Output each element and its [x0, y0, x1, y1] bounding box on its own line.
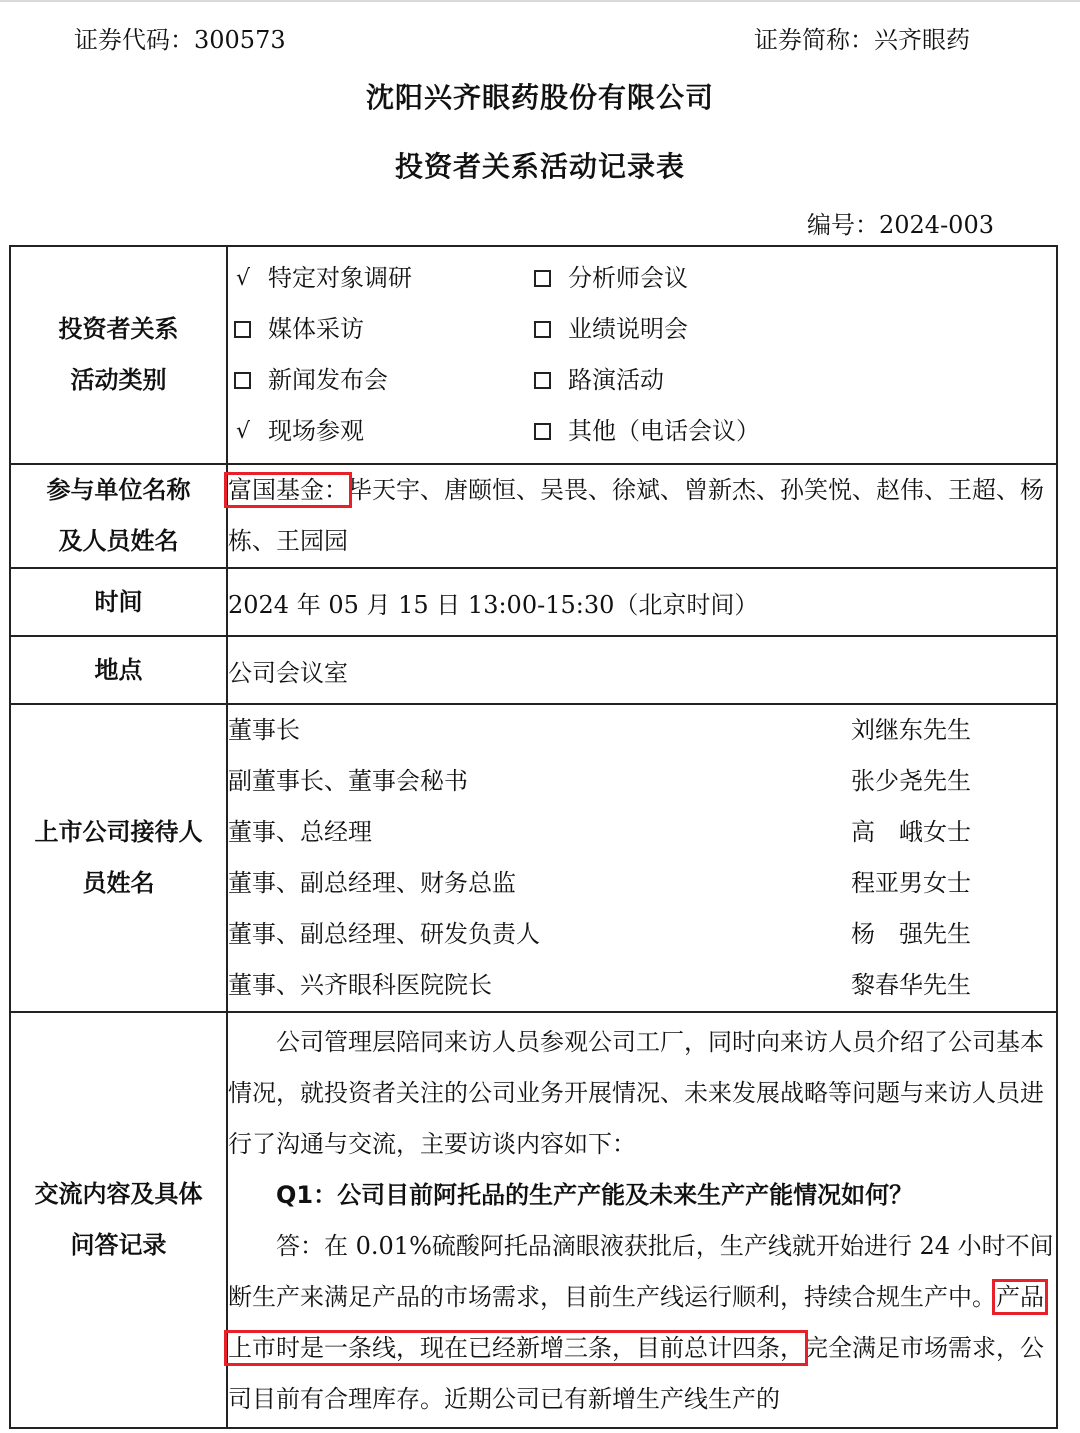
table-row-time: [10, 568, 1057, 636]
list-item: [228, 960, 1056, 1011]
option-media-interview: 媒体采访: [232, 304, 532, 355]
list-item: [228, 909, 1056, 960]
security-code: 证券代码：300573: [74, 26, 286, 54]
content-value: [227, 1012, 1057, 1428]
staff-name: 高 峨女士: [851, 818, 971, 846]
option-specific-research: √ 特定对象调研: [232, 253, 532, 304]
list-item: [228, 807, 1056, 858]
activity-record-table: [9, 245, 1058, 1429]
document-number: 编号：2024-003: [807, 211, 994, 239]
staff-name: 刘继东先生: [851, 716, 971, 744]
intro-paragraph: 公司管理层陪同来访人员参观公司工厂，同时向来访人员介绍了公司基本情况，就投资者关注的公司业务开展情况、未来发展战略等问题与来访人员进行了沟通与交流，主要访谈内容如下：: [228, 1028, 1044, 1158]
table-row-content: [10, 1012, 1057, 1428]
list-item: [228, 858, 1056, 909]
check-mark-icon: √: [235, 419, 251, 444]
table-row-activity-type: [10, 246, 1057, 464]
security-abbreviation: 证券简称：兴齐眼药: [754, 26, 970, 54]
participant-names: 毕天宇、唐颐恒、吴畏、徐斌、曾新杰、孙笑悦、赵伟、王超、杨栋、王园园: [228, 476, 1044, 555]
list-item: [228, 705, 1056, 756]
staff-title: 董事、兴齐眼科医院院长: [228, 971, 492, 999]
participants-label: 参与单位名称 及人员姓名: [10, 464, 227, 568]
form-title: 投资者关系活动记录表: [394, 150, 685, 183]
staff-name: 黎春华先生: [851, 971, 971, 999]
time-label: 时间: [10, 568, 227, 636]
activity-type-options: [227, 246, 1057, 464]
reception-staff-list: [227, 704, 1057, 1012]
option-earnings-briefing: 业绩说明会: [532, 304, 832, 355]
staff-title: 董事、总经理: [228, 818, 372, 846]
question-1: Q1：公司目前阿托品的生产产能及未来生产产能情况如何？: [276, 1181, 914, 1209]
staff-title: 董事、副总经理、财务总监: [228, 869, 516, 897]
staff-name: 程亚男女士: [851, 869, 971, 897]
top-divider: [0, 0, 1080, 2]
participant-org-highlighted: 富国基金：: [228, 476, 348, 504]
checkbox-empty-icon: [534, 321, 551, 338]
answer-highlighted-text: 产品上市时是一条线，现在已经新增三条，目前总计四条，: [228, 1283, 1044, 1362]
check-mark-icon: √: [235, 266, 251, 291]
list-item: [228, 756, 1056, 807]
staff-title: 董事、副总经理、研发负责人: [228, 920, 540, 948]
checkbox-empty-icon: [534, 372, 551, 389]
checkbox-empty-icon: [534, 270, 551, 287]
company-title: 沈阳兴齐眼药股份有限公司: [365, 81, 714, 114]
table-row-reception: [10, 704, 1057, 1012]
staff-title: 董事长: [228, 716, 300, 744]
table-row-participants: [10, 464, 1057, 568]
table-row-location: [10, 636, 1057, 704]
checkbox-empty-icon: [534, 423, 551, 440]
checkbox-empty-icon: [234, 372, 251, 389]
location-value: 公司会议室: [227, 636, 1057, 704]
option-site-visit: √ 现场参观: [232, 406, 532, 457]
content-label: 交流内容及具体 问答记录: [10, 1012, 227, 1428]
option-other: 其他（电话会议）: [532, 406, 832, 457]
answer-1: 答：在 0.01%硫酸阿托品滴眼液获批后，生产线就开始进行 24 小时不间断生产来满足产品的市场需求，目前生产线运行顺利，持续合规生产中。产品上市时是一条线，现在已经新增三条，目前总计四条，完全满足市场需求，公司目前有合理库存。近期公司已有新增生产线生产的: [228, 1232, 1054, 1413]
participants-value: [227, 464, 1057, 568]
checkbox-empty-icon: [234, 321, 251, 338]
reception-label: 上市公司接待人 员姓名: [10, 704, 227, 1012]
activity-type-label: 投资者关系 活动类别: [10, 246, 227, 464]
option-press-conference: 新闻发布会: [232, 355, 532, 406]
time-value: 2024 年 05 月 15 日 13:00-15:30（北京时间）: [227, 568, 1057, 636]
staff-name: 张少尧先生: [851, 767, 971, 795]
staff-title: 副董事长、董事会秘书: [228, 767, 468, 795]
option-roadshow: 路演活动: [532, 355, 832, 406]
location-label: 地点: [10, 636, 227, 704]
staff-name: 杨 强先生: [851, 920, 971, 948]
option-analyst-meeting: 分析师会议: [532, 253, 832, 304]
